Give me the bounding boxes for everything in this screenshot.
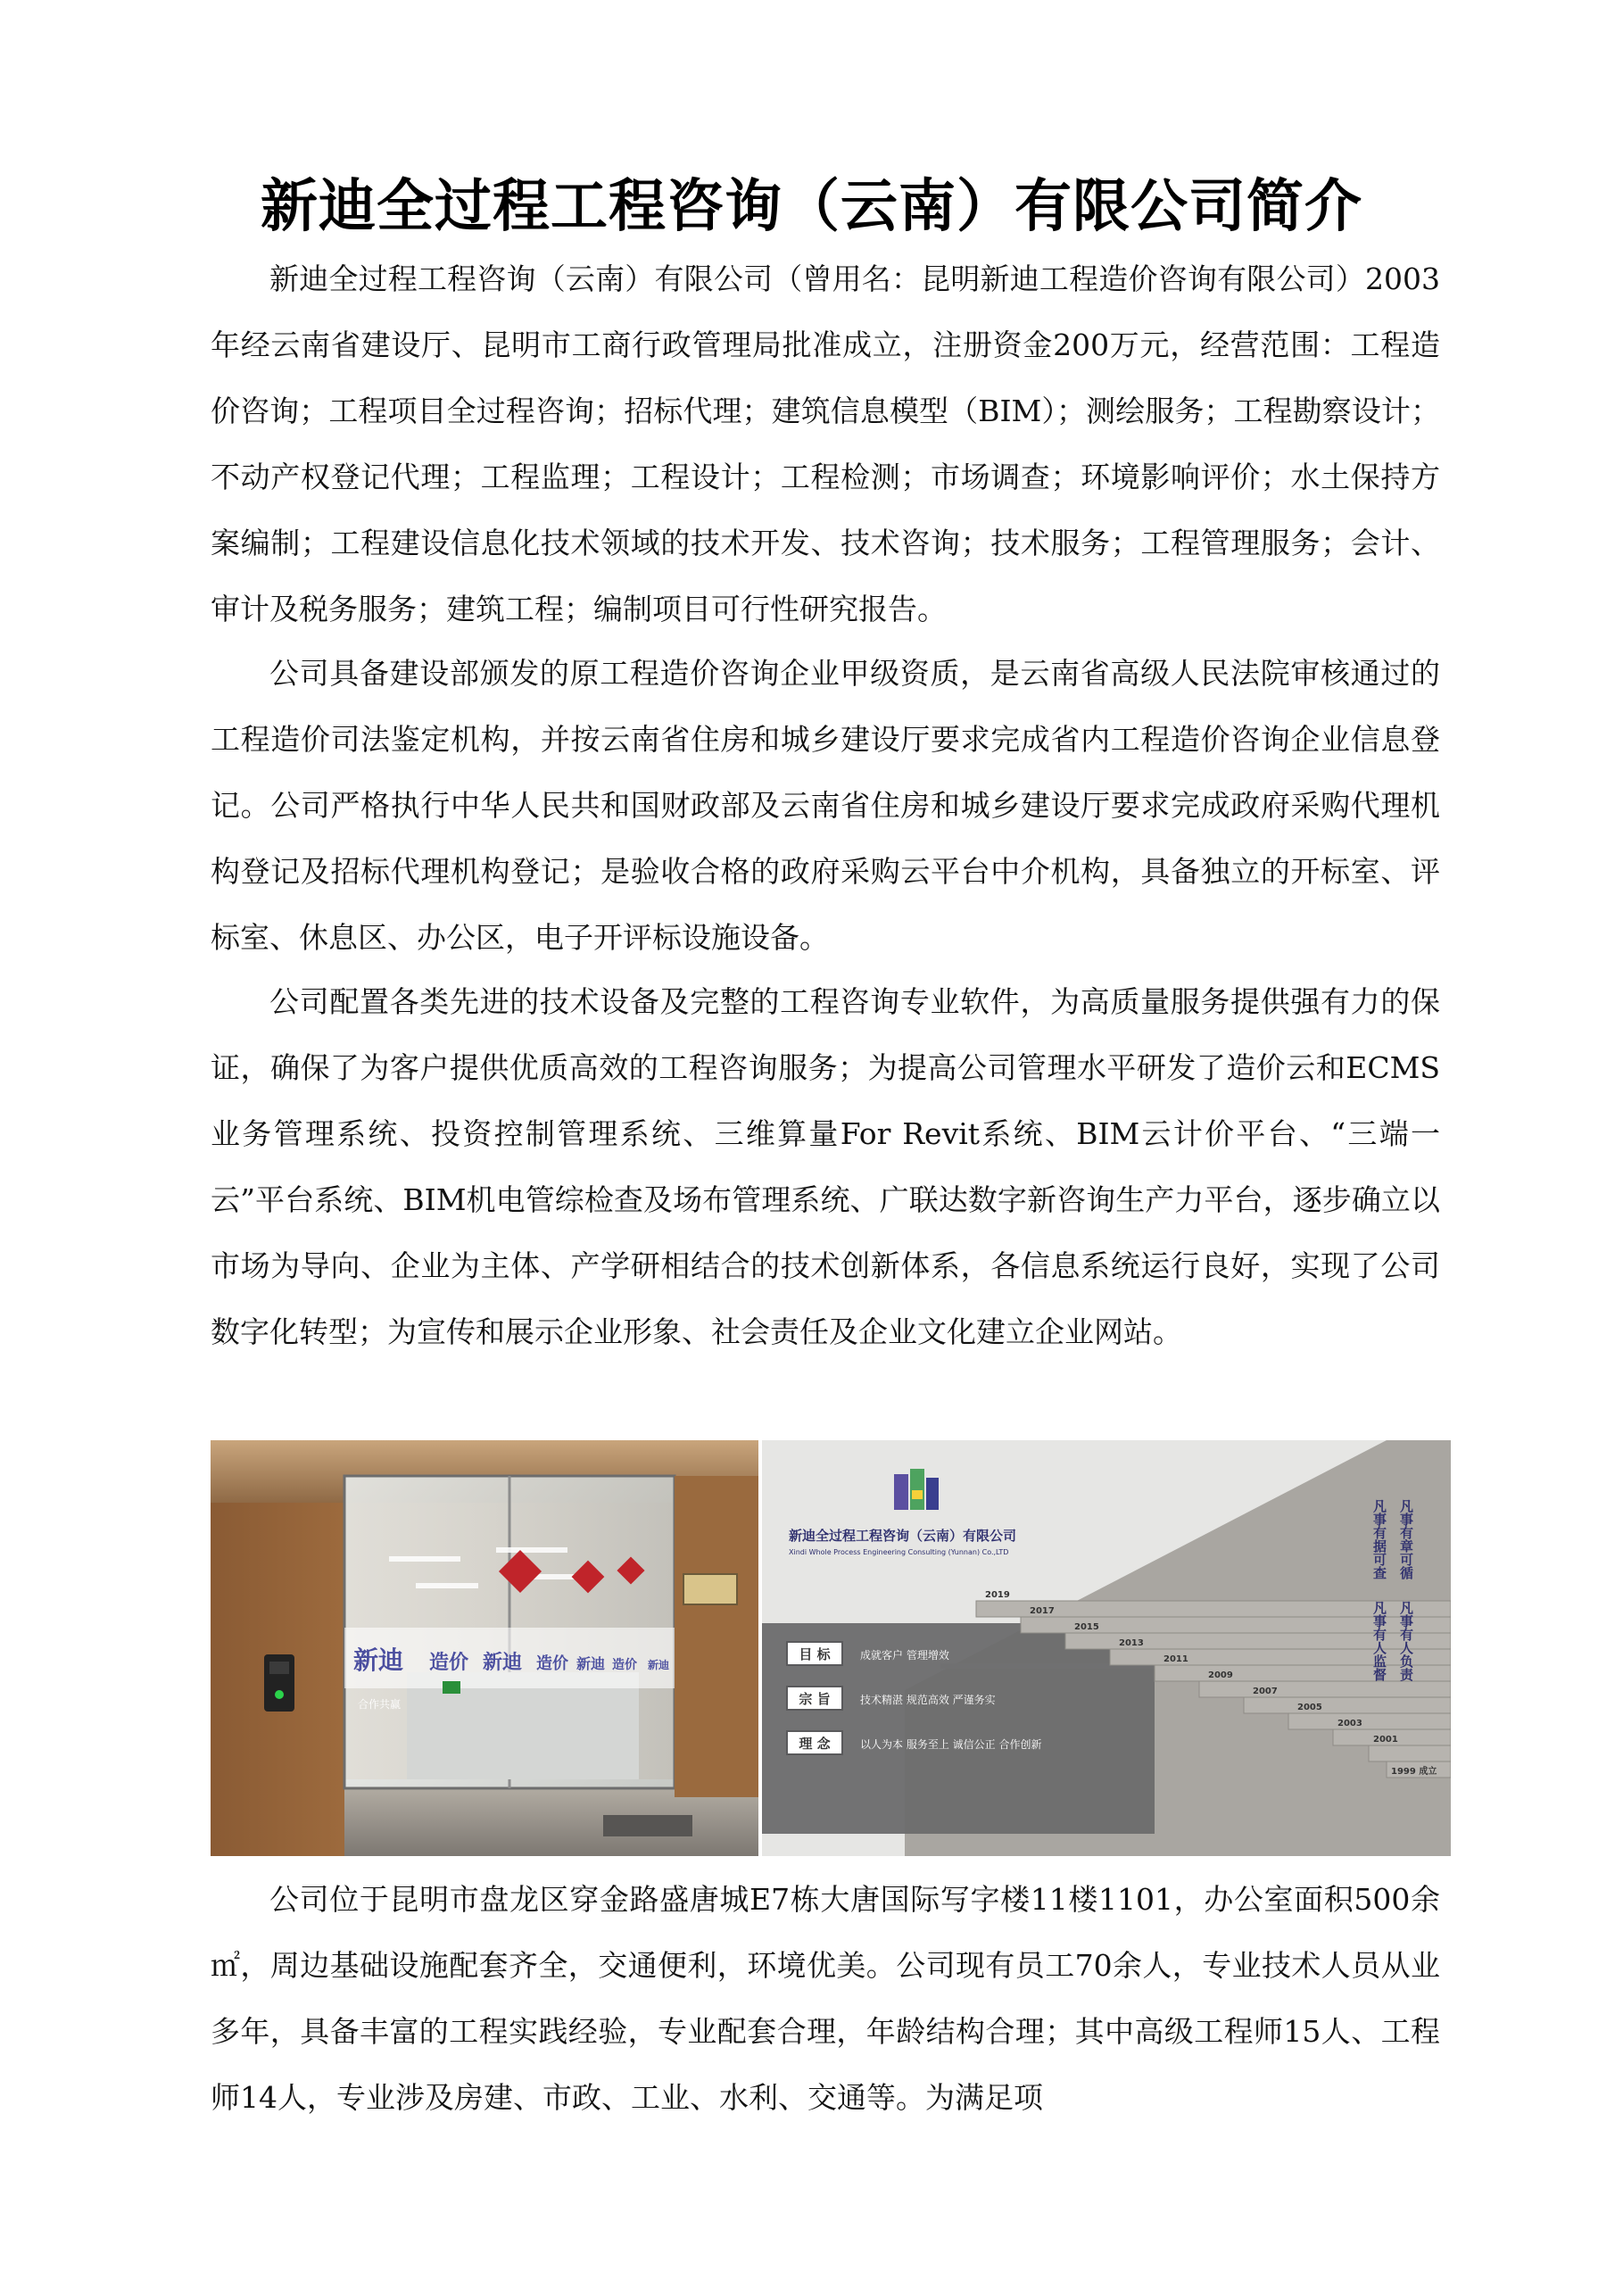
milestone-year: 2003 [1337,1719,1362,1728]
door-text: 新迪 [483,1652,523,1674]
milestone-year: 2007 [1253,1687,1278,1696]
banner-row-text: 技术精湛 规范高效 严谨务实 [860,1694,996,1706]
door-text: 造价 [612,1658,637,1672]
paragraph-technology: 公司配置各类先进的技术设备及完整的工程咨询专业软件，为高质量服务提供强有力的保证，确保了为客户提供优质高效的工程咨询服务；为提高公司管理水平研发了造价云和ECMS业务管理系统、投资控制管理系统、三维算量For Revit系统、BIM云计价平台、“三端一云”平台系统、BIM机电管综检查及场布管理系统、广联达数字新咨询生产力平台，逐步确立以市场为导向、企业为主体、产学研相结合的技术创新体系，各信息系统运行良好，实现了公司数字化转型；为宣传和展示企业形象、社会责任及企业文化建立企业网站。 [211,984,1440,1349]
door-text: 造价 [536,1654,568,1673]
milestone-year: 2015 [1074,1622,1099,1632]
image-row [211,1440,1451,1856]
milestone-year: 1999 成立 [1391,1767,1437,1777]
milestone-year: 2001 [1373,1735,1398,1745]
page-title: 新迪全过程工程咨询（云南）有限公司简介 [261,174,1362,240]
door-text: 新迪 [648,1659,670,1671]
banner-row-tag: 目 标 [799,1646,831,1662]
banner-row-text: 成就客户 管理增效 [860,1649,949,1662]
paragraph-intro: 新迪全过程工程咨询（云南）有限公司（曾用名：昆明新迪工程造价咨询有限公司）2003年经云南省建设厅、昆明市工商行政管理局批准成立，注册资金200万元，经营范围：工程造价咨询；工程项目全过程咨询；招标代理；建筑信息模型（BIM）；测绘服务；工程勘察设计；不动产权登记代理；工程监理；工程设计；工程检测；市场调查；环境影响评价；水土保持方案编制；工程建设信息化技术领域的技术开发、技术咨询；技术服务；工程管理服务；会计、审计及税务服务；建筑工程；编制项目可行性研究报告。 [211,261,1440,626]
office-entrance-photo [211,1440,758,1856]
motto: 凡事有人监督 [1371,1601,1387,1681]
door-text: 造价 [429,1652,469,1674]
door-subtext: 合作共赢 [358,1698,402,1711]
milestone-year: 2019 [985,1590,1010,1600]
paragraph-location-staff: 公司位于昆明市盘龙区穿金路盛唐城E7栋大唐国际写字楼11楼1101，办公室面积500余㎡，周边基础设施配套齐全，交通便利，环境优美。公司现有员工70余人，专业技术人员从业多年，具备丰富的工程实践经验，专业配套合理，年龄结构合理；其中高级工程师15人、工程师14人，专业涉及房建、市政、工业、水利、交通等。为满足项 [211,1882,1440,2115]
banner-row-text: 以人为本 服务至上 诚信公正 合作创新 [860,1738,1042,1751]
motto: 凡事有人负责 [1398,1601,1414,1681]
banner-company-cn: 新迪全过程工程咨询（云南）有限公司 [789,1528,1017,1544]
milestone-year: 2017 [1030,1606,1055,1616]
milestone-year: 2009 [1208,1670,1233,1680]
paragraph-qualifications: 公司具备建设部颁发的原工程造价咨询企业甲级资质，是云南省高级人民法院审核通过的工程造价司法鉴定机构，并按云南省住房和城乡建设厅要求完成省内工程造价咨询企业信息登记。公司严格执行中华人民共和国财政部及云南省住房和城乡建设厅要求完成政府采购代理机构登记及招标代理机构登记；是验收合格的政府采购云平台中介机构，具备独立的开标室、评标室、休息区、办公区，电子开评标设施设备。 [211,656,1440,955]
milestone-year: 2013 [1119,1638,1144,1648]
banner-row-tag: 理 念 [799,1736,831,1752]
banner-row-tag: 宗 旨 [799,1691,831,1707]
motto: 凡事有据可查 [1371,1499,1387,1579]
door-text: 新迪 [353,1645,404,1675]
banner-company-en: Xindi Whole Process Engineering Consulting (Yunnan) Co.,LTD [789,1548,1009,1556]
corporate-banner [762,1440,1451,1856]
door-text: 新迪 [576,1655,606,1672]
motto: 凡事有章可循 [1398,1499,1414,1579]
milestone-year: 2011 [1163,1654,1188,1664]
milestone-year: 2005 [1297,1703,1322,1712]
